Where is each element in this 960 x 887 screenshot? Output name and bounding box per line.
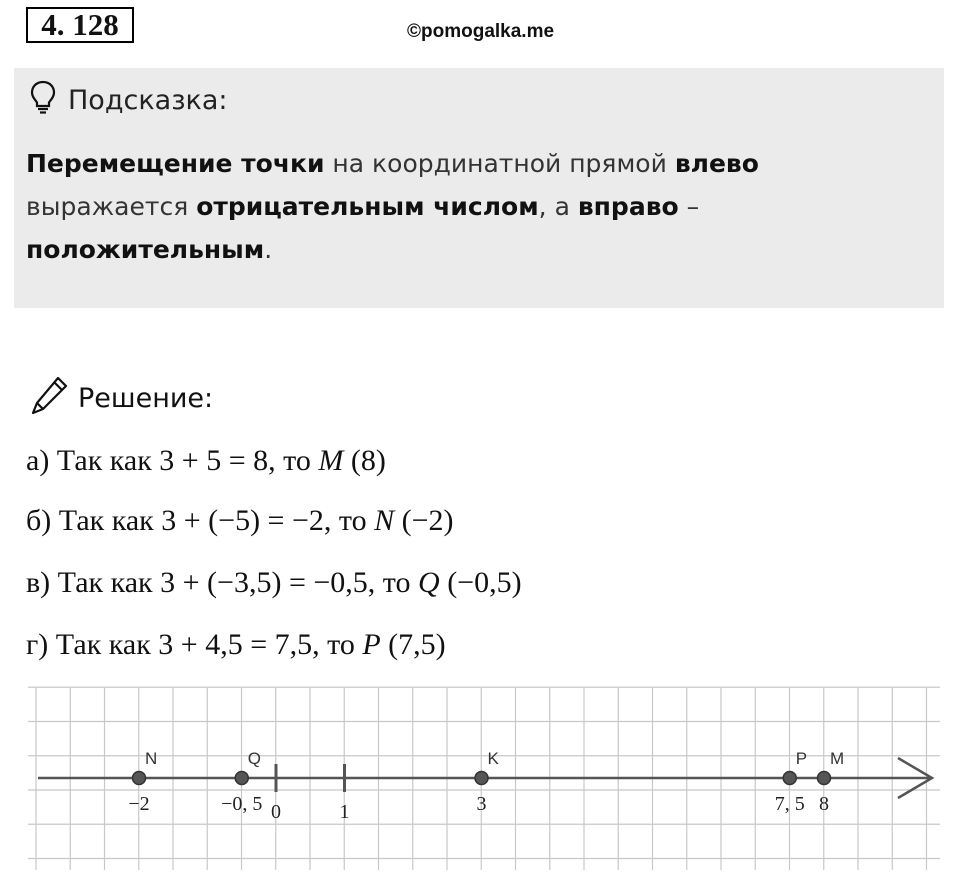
- task-number-box: 4. 128: [26, 7, 134, 43]
- point-name-label: Q: [247, 749, 261, 768]
- solution-line-g-post: (7,5): [380, 628, 446, 661]
- solution-line-v-pre: в) Так как 3 + (−3,5) = −0,5, то: [26, 566, 419, 599]
- point-p: [783, 772, 796, 785]
- point-name-label: M: [830, 749, 845, 768]
- lightbulb-icon: [30, 80, 68, 121]
- solution-line-b-point: N: [374, 504, 395, 537]
- solution-line-b-post: (−2): [394, 504, 454, 537]
- point-k: [475, 772, 488, 785]
- point-name-label: K: [487, 749, 499, 768]
- solution-line-a-point: M: [318, 444, 344, 477]
- hint-bold-3: отрицательным числом: [196, 192, 539, 221]
- point-value-label: 7, 5: [774, 793, 805, 815]
- solution-line-a: [26, 444, 386, 478]
- hint-text-3: , а: [538, 192, 578, 221]
- point-m: [818, 772, 831, 785]
- hint-text: [26, 142, 826, 271]
- tick-label: 1: [339, 801, 350, 823]
- tick-label: 0: [271, 801, 281, 823]
- solution-line-v-post: (−0,5): [439, 566, 522, 599]
- solution-title-text: Решение:: [78, 383, 214, 414]
- solution-line-g: [26, 628, 446, 662]
- solution-line-v-point: Q: [418, 566, 440, 599]
- hint-bold-5: положительным: [26, 235, 265, 264]
- point-name-label: P: [795, 749, 808, 768]
- hint-bold-4: вправо: [577, 192, 679, 221]
- point-value-label: −0, 5: [221, 793, 263, 815]
- site-watermark: ©pomogalka.me: [407, 21, 555, 42]
- solution-title: [30, 374, 213, 423]
- point-value-label: 3: [476, 793, 487, 815]
- point-name-label: N: [145, 749, 158, 768]
- hint-bold-1: Перемещение точки: [26, 149, 325, 178]
- hint-title: [30, 80, 228, 121]
- hint-bold-2: влево: [674, 149, 759, 178]
- number-line-figure: [0, 680, 960, 880]
- point-value-label: 8: [819, 793, 829, 815]
- point-value-label: −2: [128, 793, 150, 815]
- solution-line-b-pre: б) Так как 3 + (−5) = −2, то: [26, 504, 375, 537]
- number-line-marks: [128, 749, 844, 823]
- solution-line-g-pre: г) Так как 3 + 4,5 = 7,5, то: [26, 628, 363, 661]
- point-n: [133, 772, 146, 785]
- solution-line-g-point: P: [362, 628, 381, 661]
- hint-text-1: на координатной прямой: [324, 149, 675, 178]
- solution-line-a-pre: а) Так как 3 + 5 = 8, то: [26, 444, 319, 477]
- hint-text-5: .: [264, 235, 273, 264]
- pencil-icon: [30, 374, 78, 423]
- solution-line-b: [26, 504, 454, 538]
- point-q: [235, 772, 248, 785]
- hint-title-text: Подсказка:: [68, 85, 228, 116]
- hint-text-2: выражается: [26, 192, 197, 221]
- hint-text-4: –: [678, 192, 700, 221]
- solution-line-v: [26, 566, 522, 600]
- solution-line-a-post: (8): [343, 444, 386, 477]
